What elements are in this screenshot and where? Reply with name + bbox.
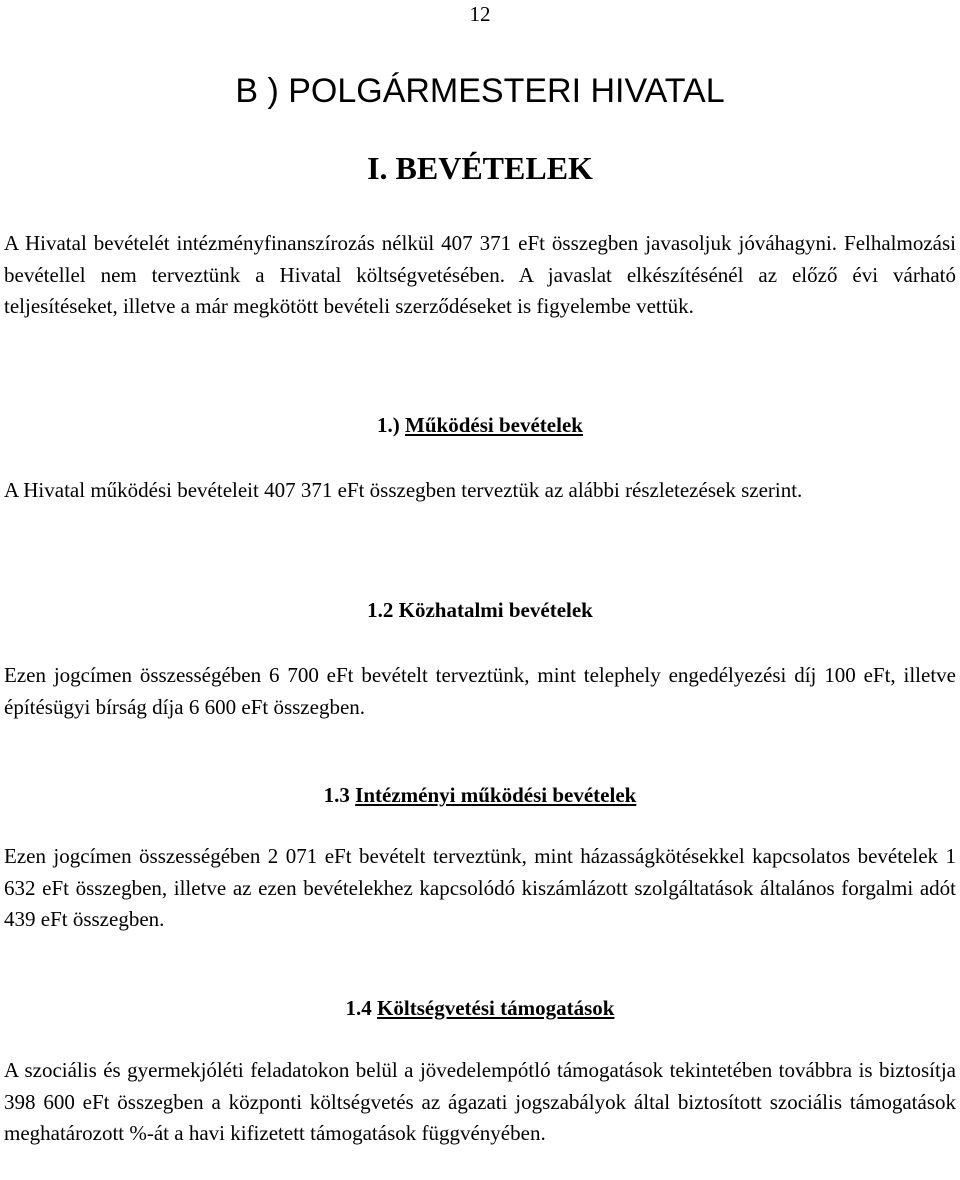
heading-institutional-revenues — [0, 783, 960, 808]
intro-paragraph: A Hivatal bevételét intézményfinanszírozás nélkül 407 371 eFt összegben javasoljuk jóváhagyni. Felhalmozási bevétellel nem terveztünk a Hivatal költségvetésében. A javaslat elkészítésénél az előző évi várható teljesítéseket, illetve a már megkötött bevételi szerződéseket is figyelembe vettük. — [4, 231, 956, 318]
budget-subsidies-paragraph: A szociális és gyermekjóléti feladatokon belül a jövedelempótló támogatások tekintetében továbbra is biztosítja 398 600 eFt összegben a központi költségvetés az ágazati jogszabályok által biztosított szociális támogatások meghatározott %-át a havi kifizetett támogatások függvényében. — [4, 1058, 956, 1145]
heading-number: 1.) — [377, 413, 400, 437]
heading-operating-revenues — [0, 413, 960, 438]
heading-text: Intézményi működési bevételek — [355, 783, 637, 807]
page-number: 12 — [469, 2, 491, 26]
institutional-revenues-paragraph: Ezen jogcímen összességében 2 071 eFt bevételt terveztünk, mint házasságkötésekkel kapcsolatos bevételek 1 632 eFt összegben, illetve az ezen bevételekhez kapcsolódó kiszámlázott szolgáltatások általános forgalmi adót 439 eFt összegben. — [4, 844, 956, 931]
heading-text: Közhatalmi bevételek — [398, 598, 593, 622]
heading-number: 1.3 — [323, 783, 350, 807]
page-title: B ) POLGÁRMESTERI HIVATAL — [235, 72, 725, 110]
section-title-revenues: I. BEVÉTELEK — [367, 150, 593, 186]
heading-budget-subsidies — [0, 996, 960, 1021]
operating-revenues-paragraph: A Hivatal működési bevételeit 407 371 eFt összegben terveztük az alábbi részletezések szerint. — [4, 478, 803, 502]
heading-number: 1.4 — [345, 996, 372, 1020]
heading-public-authority-revenues — [0, 598, 960, 623]
public-authority-revenues-paragraph: Ezen jogcímen összességében 6 700 eFt bevételt terveztünk, mint telephely engedélyezési díj 100 eFt, illetve építésügyi bírság díja 6 600 eFt összegben. — [4, 663, 956, 719]
heading-text: Működési bevételek — [405, 413, 583, 437]
heading-number: 1.2 — [367, 598, 394, 622]
heading-text: Költségvetési támogatások — [377, 996, 615, 1020]
